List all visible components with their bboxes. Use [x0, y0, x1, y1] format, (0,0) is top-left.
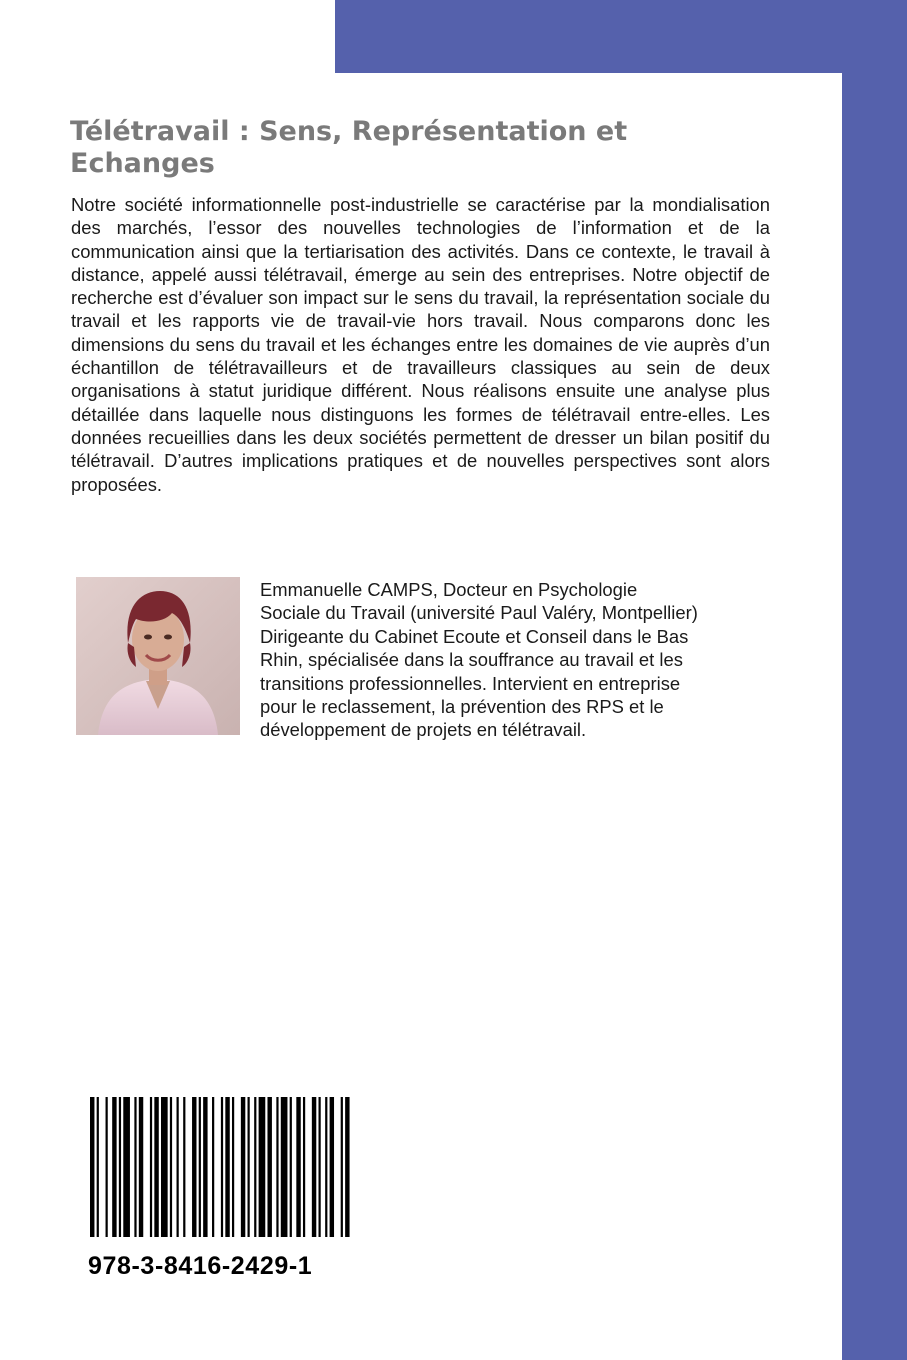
barcode-bar — [97, 1097, 99, 1237]
barcode-bar — [303, 1097, 305, 1237]
bio-line: Emmanuelle CAMPS, Docteur en Psychologie — [260, 579, 638, 600]
barcode-bar — [254, 1097, 256, 1237]
barcode-bar — [139, 1097, 143, 1237]
barcode-bar — [330, 1097, 334, 1237]
barcode-bar — [290, 1097, 292, 1237]
barcode-bar — [203, 1097, 207, 1237]
author-bio — [260, 578, 820, 742]
barcode-bar — [177, 1097, 179, 1237]
barcode-bar — [345, 1097, 349, 1237]
barcode-bar — [341, 1097, 343, 1237]
barcode-bar — [154, 1097, 158, 1237]
bio-line: Rhin, spécialisée dans la souffrance au travail et les — [260, 649, 683, 671]
barcode-bar — [183, 1097, 185, 1237]
book-title: Télétravail : Sens, Représentation et Echanges — [70, 116, 628, 179]
barcode-bar — [106, 1097, 108, 1237]
barcode-bar — [225, 1097, 229, 1237]
barcode-bar — [319, 1097, 321, 1237]
barcode-bar — [241, 1097, 245, 1237]
barcode-bar — [276, 1097, 278, 1237]
barcode-icon — [90, 1097, 354, 1237]
barcode-bar — [199, 1097, 201, 1237]
author-photo — [76, 577, 240, 735]
barcode-bar — [221, 1097, 223, 1237]
bio-line: développement de projets en télétravail. — [260, 719, 587, 741]
barcode-bar — [232, 1097, 234, 1237]
barcode-bar — [90, 1097, 94, 1237]
accent-band-top — [335, 0, 907, 73]
barcode-bar — [170, 1097, 172, 1237]
barcode-bar — [161, 1097, 168, 1237]
barcode-bar — [192, 1097, 196, 1237]
isbn-barcode — [90, 1097, 354, 1237]
barcode-bar — [112, 1097, 116, 1237]
barcode-bar — [259, 1097, 266, 1237]
barcode-bar — [119, 1097, 121, 1237]
isbn-number: 978-3-8416-2429-1 — [88, 1252, 313, 1280]
barcode-bar — [123, 1097, 130, 1237]
bio-line: Sociale du Travail (université Paul Valéry, Montpellier) — [260, 602, 698, 624]
author-portrait-icon — [76, 577, 240, 735]
barcode-bar — [212, 1097, 214, 1237]
barcode-bar — [281, 1097, 288, 1237]
accent-band-right — [842, 0, 907, 1360]
barcode-bar — [150, 1097, 152, 1237]
book-abstract: Notre société informationnelle post-industrielle se caractérise par la mondialisation des marchés, l’essor des nouvelles technologies de l’information et de la communication ainsi que la tertiarisation des activités. Dans ce contexte, le travail à distance, appelé aussi télétravail, émerge au sein des entreprises. Notre objectif de recherche est d’évaluer son impact sur le sens du travail, la représentation sociale du travail et les rapports vie de travail-vie hors travail. Nous comparons donc les dimensions du sens du travail et les échanges entre les domaines de vie auprès d’un échantillon de télétravailleurs et de travailleurs classiques au sein de deux organisations à statut juridique différent. Nous réalisons ensuite une analyse plus détaillée dans laquelle nous distinguons les formes de télétravail entre-elles. Les données recueillies dans les deux sociétés permettent de dresser un bilan positif du télétravail. D’autres implications pratiques et de nouvelles perspectives sont alors proposées. — [71, 194, 770, 495]
bio-line: pour le reclassement, la prévention des RPS et le — [260, 696, 664, 718]
barcode-bar — [325, 1097, 327, 1237]
bio-line: Dirigeante du Cabinet Ecoute et Conseil dans le Bas — [260, 625, 689, 647]
barcode-bar — [296, 1097, 300, 1237]
barcode-bar — [267, 1097, 271, 1237]
bio-line: transitions professionnelles. Intervient en entreprise — [260, 672, 681, 694]
barcode-bar — [134, 1097, 136, 1237]
barcode-bar — [312, 1097, 316, 1237]
barcode-bar — [248, 1097, 250, 1237]
